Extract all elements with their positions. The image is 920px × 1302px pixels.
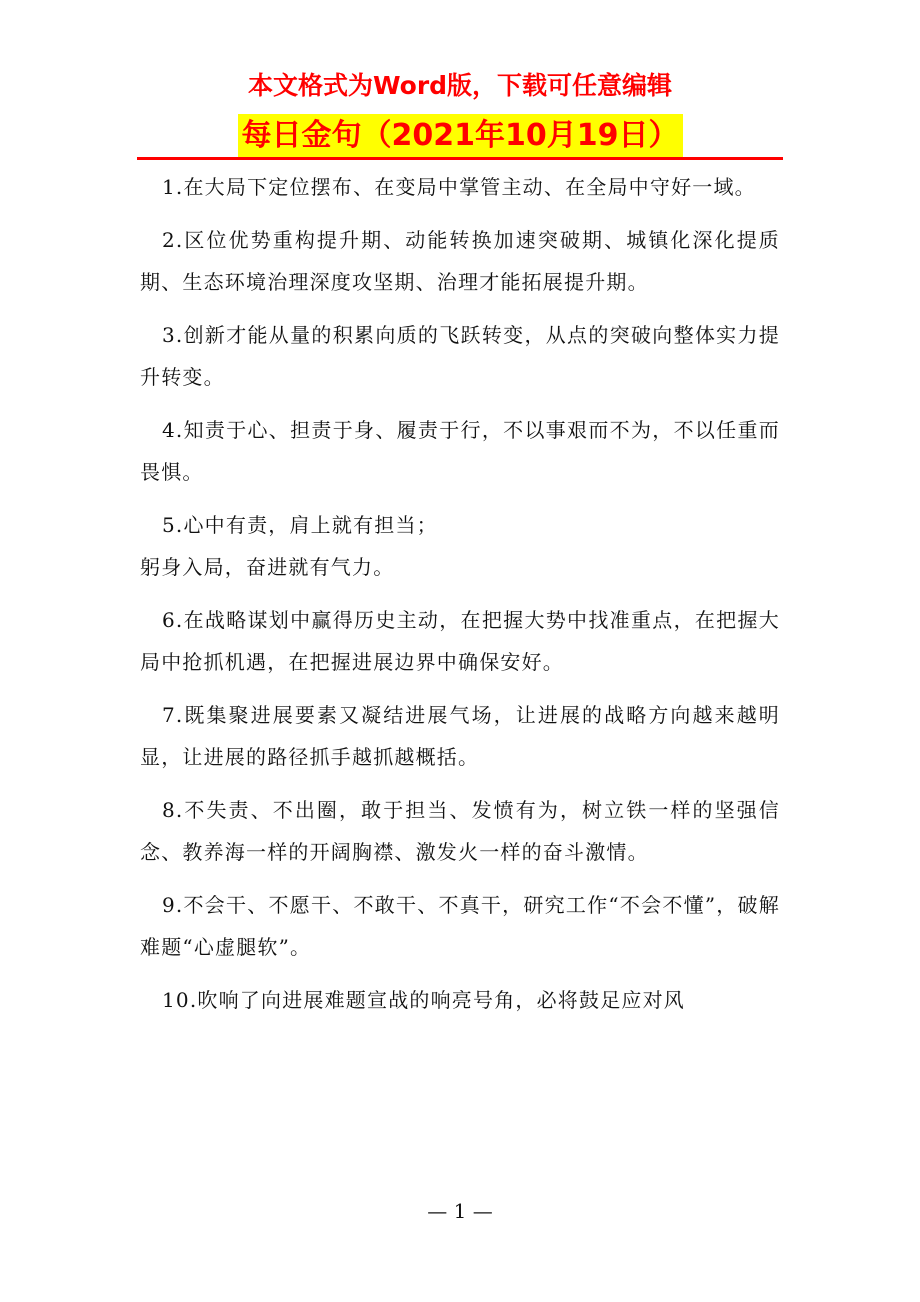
quote-item-1: 1.在大局下定位摆布、在变局中掌管主动、在全局中守好一域。 xyxy=(162,175,756,199)
quote-item-3: 3.创新才能从量的积累向质的飞跃转变，从点的突破向整体实力提升转变。 xyxy=(140,322,780,389)
page-number: — 1 — xyxy=(427,1199,493,1223)
quote-item-6: 6.在战略谋划中赢得历史主动，在把握大势中找准重点，在把握大局中抢抓机遇，在把握进展边界中确保安好。 xyxy=(140,607,780,674)
title-container xyxy=(0,114,920,158)
format-notice-banner: 本文格式为Word版，下载可任意编辑 xyxy=(247,71,673,100)
quote-list xyxy=(140,166,780,1031)
quote-item-10: 10.吹响了向进展难题宣战的响亮号角，必将鼓足应对风 xyxy=(162,987,686,1012)
quote-item-2: 2.区位优势重构提升期、动能转换加速突破期、城镇化深化提质期、生态环境治理深度攻坚期、治理才能拓展提升期。 xyxy=(140,227,780,294)
document-title: 每日金句（2021年10月19日） xyxy=(238,114,683,158)
quote-item-4: 4.知责于心、担责于身、履责于行，不以事艰而不为，不以任重而畏惧。 xyxy=(140,417,780,484)
quote-item-8: 8.不失责、不出圈，敢于担当、发愤有为，树立铁一样的坚强信念、教养海一样的开阔胸襟、激发火一样的奋斗激情。 xyxy=(140,797,780,864)
quote-item-7: 7.既集聚进展要素又凝结进展气场，让进展的战略方向越来越明显，让进展的路径抓手越抓越概括。 xyxy=(140,702,780,769)
quote-item-5-line-2: 躬身入局，奋进就有气力。 xyxy=(140,555,395,579)
quote-item-5-line-1: 5.心中有责，肩上就有担当； xyxy=(162,512,438,537)
title-divider-line xyxy=(137,157,783,160)
quote-item-9: 9.不会干、不愿干、不敢干、不真干，研究工作“不会不懂”，破解难题“心虚腿软”。 xyxy=(140,892,780,959)
